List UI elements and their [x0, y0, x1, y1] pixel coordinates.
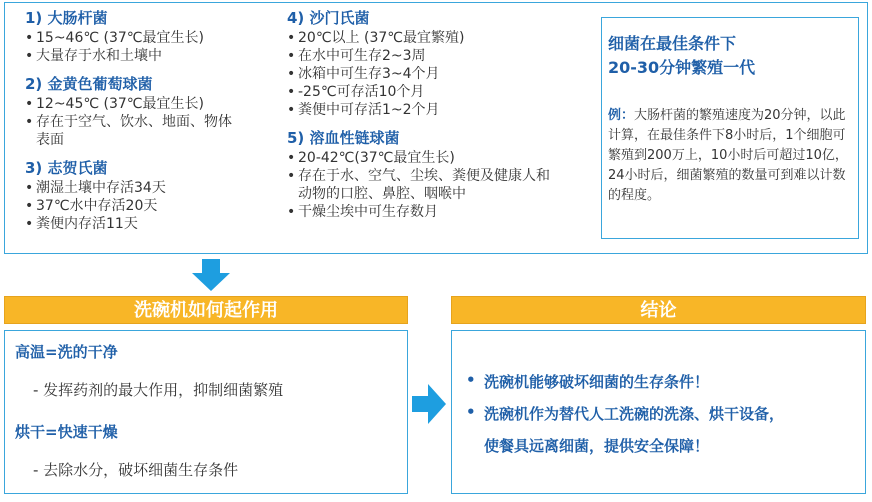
bullet: •: [287, 168, 296, 184]
point-title: 烘干=快速干燥: [15, 423, 118, 441]
example-text: 大肠杆菌的繁殖速度为20分钟，以此计算，在最佳条件下8小时后，1个细胞可繁殖到200万上，10小时后可超过10亿，24小时后，细菌繁殖的数量可到难以计数的程度。: [608, 108, 848, 203]
bullet: •: [287, 150, 296, 166]
inset-example: [608, 106, 852, 206]
bullet: •: [25, 198, 34, 214]
bullet: •: [287, 84, 296, 100]
bacteria-shigella: [25, 159, 265, 233]
bacteria-fact: 冰箱中可生存3~4个月: [298, 66, 440, 82]
how-it-works-header: 洗碗机如何起作用: [4, 296, 408, 324]
example-label: 例：: [608, 108, 635, 123]
bullet: •: [287, 66, 296, 82]
bacteria-title: 4) 沙门氏菌: [287, 9, 370, 27]
bacteria-fact: 在水中可生存2~3周: [298, 48, 426, 64]
bacteria-fact: 20-42℃(37℃最宜生长): [298, 150, 455, 166]
conclusion-header: 结论: [451, 296, 866, 324]
bacteria-title: 3) 志贺氏菌: [25, 159, 108, 177]
inset-heading-2: 20-30分钟繁殖一代: [608, 58, 756, 77]
bullet: •: [25, 180, 34, 196]
point-detail: - 发挥药剂的最大作用，抑制细菌繁殖: [33, 381, 284, 399]
inset-heading-1: 细菌在最佳条件下: [608, 34, 737, 53]
point-detail: - 去除水分，破坏细菌生存条件: [33, 461, 239, 479]
bacteria-fact: 粪便中可存活1~2个月: [298, 102, 440, 118]
bacteria-info-box: [4, 2, 868, 254]
bacteria-fact: 12~45℃ (37℃最宜生长): [36, 96, 204, 112]
conclusion-text: 洗碗机能够破坏细菌的生存条件！: [484, 373, 710, 391]
bacteria-fact: 15~46℃ (37℃最宜生长): [36, 30, 204, 46]
bullet: •: [287, 204, 296, 220]
down-arrow-icon: [192, 259, 230, 291]
conclusion-text-continued: 使餐具远离细菌，提供安全保障！: [484, 437, 710, 455]
bullet: •: [25, 216, 34, 232]
bacteria-fact: 存在于水、空气、尘埃、粪便及健康人和动物的口腔、鼻腔、咽喉中: [298, 168, 550, 202]
conclusion-item: [466, 371, 709, 392]
bullet: •: [466, 403, 476, 421]
bacteria-title: 1) 大肠杆菌: [25, 9, 108, 27]
right-arrow-icon: [412, 384, 446, 424]
bacteria-fact: 潮湿土壤中存活34天: [36, 180, 166, 196]
bullet: •: [287, 102, 296, 118]
conclusion-panel: [451, 330, 866, 494]
bullet: •: [25, 48, 34, 64]
bullet: •: [25, 114, 34, 130]
bacteria-fact: 37℃水中存活20天: [36, 198, 158, 214]
how-it-works-panel: [4, 330, 408, 494]
reproduction-inset: [601, 17, 859, 239]
bacteria-streptococcus: [287, 129, 557, 221]
bacteria-staph: [25, 75, 265, 149]
bullet: •: [25, 30, 34, 46]
conclusion-item: [466, 403, 784, 424]
bacteria-fact: -25℃可存活10个月: [298, 84, 425, 100]
bacteria-title: 2) 金黄色葡萄球菌: [25, 75, 153, 93]
bacteria-fact: 粪便内存活11天: [36, 216, 138, 232]
bacteria-column-1: [25, 9, 265, 243]
bacteria-fact: 存在于空气、饮水、地面、物体表面: [36, 114, 232, 148]
bacteria-ecoli: [25, 9, 265, 65]
bacteria-salmonella: [287, 9, 557, 119]
conclusion-text: 洗碗机作为替代人工洗碗的洗涤、烘干设备，: [484, 405, 785, 423]
bacteria-column-2: [287, 9, 557, 231]
bullet: •: [25, 96, 34, 112]
bacteria-title: 5) 溶血性链球菌: [287, 129, 400, 147]
point-title: 高温=洗的干净: [15, 343, 118, 361]
bacteria-fact: 大量存于水和土壤中: [36, 48, 162, 64]
bacteria-fact: 干燥尘埃中可生存数月: [298, 204, 438, 220]
bullet: •: [287, 30, 296, 46]
bullet: •: [466, 371, 476, 389]
bullet: •: [287, 48, 296, 64]
bacteria-fact: 20℃以上 (37℃最宜繁殖): [298, 30, 465, 46]
